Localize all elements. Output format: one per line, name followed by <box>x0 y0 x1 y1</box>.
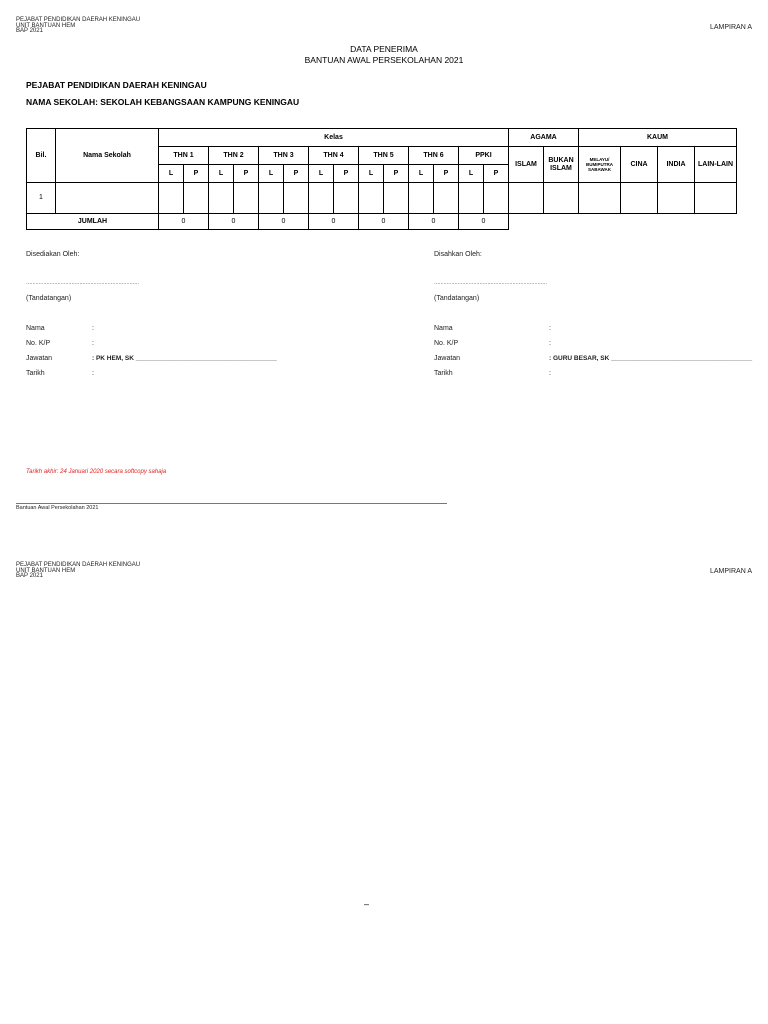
data-cell[interactable] <box>184 183 209 214</box>
field-label: Tarikh <box>434 370 453 377</box>
field-value[interactable]: : <box>549 340 551 347</box>
page2-header-left <box>16 563 140 580</box>
gender-l-header: L <box>309 165 334 183</box>
page-footer: Bantuan Awal Persekolahan 2021 <box>16 505 99 511</box>
data-cell[interactable] <box>509 183 544 214</box>
col-header-nama-sekolah: Nama Sekolah <box>56 129 159 183</box>
signature-caption: (Tandatangan) <box>26 295 72 302</box>
field-value[interactable]: : <box>549 325 551 332</box>
data-cell[interactable] <box>459 183 484 214</box>
total-value: 0 <box>359 214 409 230</box>
signature-caption: (Tandatangan) <box>434 295 480 302</box>
school-name: NAMA SEKOLAH: SEKOLAH KEBANGSAAN KAMPUNG KENINGAU <box>26 97 300 107</box>
kaum-india-header: INDIA <box>658 147 695 183</box>
data-cell[interactable] <box>695 183 737 214</box>
gender-l-header: L <box>209 165 234 183</box>
school-cell[interactable] <box>56 183 159 214</box>
total-value: 0 <box>409 214 459 230</box>
agama-islam-header: ISLAM <box>509 147 544 183</box>
page-header-right: LAMPIRAN A <box>709 24 752 31</box>
field-value[interactable]: : <box>92 370 94 377</box>
gender-l-header: L <box>409 165 434 183</box>
data-cell[interactable] <box>359 183 384 214</box>
data-cell[interactable] <box>309 183 334 214</box>
col-header-agama: AGAMA <box>509 129 579 147</box>
gender-p-header: P <box>334 165 359 183</box>
field-label: Nama <box>26 325 45 332</box>
table-row <box>27 183 737 214</box>
class-header: THN 2 <box>209 147 259 165</box>
total-value: 0 <box>159 214 209 230</box>
row-number: 1 <box>27 183 56 214</box>
signature-line: ……………………………………………………………… <box>434 280 547 286</box>
data-cell[interactable] <box>434 183 459 214</box>
data-cell[interactable] <box>484 183 509 214</box>
class-header: THN 6 <box>409 147 459 165</box>
data-cell[interactable] <box>334 183 359 214</box>
total-row <box>27 214 737 230</box>
gender-p-header: P <box>184 165 209 183</box>
gender-p-header: P <box>234 165 259 183</box>
data-cell[interactable] <box>544 183 579 214</box>
header-line: PEJABAT PENDIDIKAN DAERAH KENINGAU <box>16 17 141 23</box>
data-cell[interactable] <box>409 183 434 214</box>
gender-l-header: L <box>259 165 284 183</box>
field-value[interactable]: : PK HEM, SK _______________________________________ <box>92 355 277 362</box>
total-value: 0 <box>309 214 359 230</box>
data-cell[interactable] <box>159 183 184 214</box>
kaum-cina-header: CINA <box>621 147 658 183</box>
data-cell[interactable] <box>579 183 621 214</box>
gender-l-header: L <box>459 165 484 183</box>
gender-p-header: P <box>484 165 509 183</box>
field-value[interactable]: : <box>92 325 94 332</box>
field-value[interactable]: : <box>549 370 551 377</box>
header-line: BAP 2021 <box>16 573 43 579</box>
field-label: Tarikh <box>26 370 45 377</box>
gender-l-header: L <box>159 165 184 183</box>
data-cell[interactable] <box>259 183 284 214</box>
col-header-kaum: KAUM <box>579 129 737 147</box>
title-line-2: BANTUAN AWAL PERSEKOLAHAN 2021 <box>304 55 464 65</box>
data-cell[interactable] <box>209 183 234 214</box>
class-header: THN 3 <box>259 147 309 165</box>
col-header-kelas: Kelas <box>159 129 509 147</box>
page2-header-right: LAMPIRAN A <box>709 568 752 575</box>
approved-by-label: Disahkan Oleh: <box>434 251 482 258</box>
jumlah-label: JUMLAH <box>27 214 159 230</box>
page-header-left <box>16 18 140 35</box>
class-header: THN 5 <box>359 147 409 165</box>
header-line: UNIT BANTUAN HEM <box>16 567 76 574</box>
field-label: No. K/P <box>26 340 51 347</box>
kaum-melayu-header: MELAYU/ BUMIPUTRA SABAWAK <box>579 147 621 183</box>
class-header: THN 1 <box>159 147 209 165</box>
footer-rule <box>16 503 447 504</box>
data-cell[interactable] <box>658 183 695 214</box>
recipient-table <box>26 128 737 230</box>
class-header: THN 4 <box>309 147 359 165</box>
total-value: 0 <box>209 214 259 230</box>
field-label: Jawatan <box>434 355 461 362</box>
header-line: PEJABAT PENDIDIKAN DAERAH KENINGAU <box>16 562 141 568</box>
field-value[interactable]: : <box>92 340 94 347</box>
prepared-by-label: Disediakan Oleh: <box>26 251 80 258</box>
gender-p-header: P <box>284 165 309 183</box>
header-line: BAP 2021 <box>16 28 43 34</box>
signature-line: ……………………………………………………………… <box>26 280 139 286</box>
page2-mark: – <box>364 899 370 909</box>
field-label: Nama <box>434 325 453 332</box>
office-name: PEJABAT PENDIDIKAN DAERAH KENINGAU <box>26 80 207 90</box>
col-header-bil: Bil. <box>27 129 56 183</box>
title-line-1: DATA PENERIMA <box>350 44 418 54</box>
field-label: No. K/P <box>434 340 459 347</box>
field-value[interactable]: : GURU BESAR, SK _______________________________________ <box>549 355 753 362</box>
class-header: PPKI <box>459 147 509 165</box>
kaum-lain-lain-header: LAIN-LAIN <box>695 147 737 183</box>
total-value: 0 <box>259 214 309 230</box>
field-label: Jawatan <box>26 355 53 362</box>
gender-p-header: P <box>384 165 409 183</box>
gender-p-header: P <box>434 165 459 183</box>
data-cell[interactable] <box>284 183 309 214</box>
header-line: UNIT BANTUAN HEM <box>16 22 76 29</box>
page-title <box>0 44 768 66</box>
data-cell[interactable] <box>621 183 658 214</box>
agama-bukan-islam-header: BUKAN ISLAM <box>544 147 579 183</box>
data-cell[interactable] <box>384 183 409 214</box>
data-cell[interactable] <box>234 183 259 214</box>
deadline-note: Tarikh akhir: 24 Januari 2020 secara softcopy sahaja <box>26 469 167 475</box>
total-value: 0 <box>459 214 509 230</box>
gender-l-header: L <box>359 165 384 183</box>
